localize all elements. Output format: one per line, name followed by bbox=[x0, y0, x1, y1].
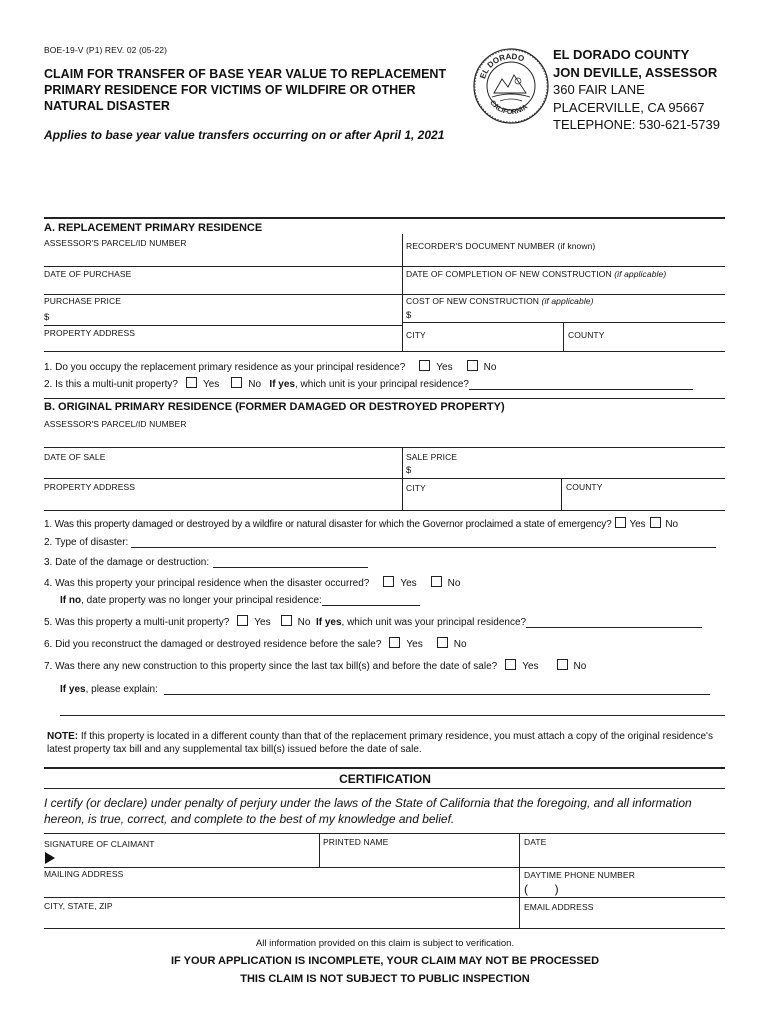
a-county-field[interactable] bbox=[568, 340, 724, 350]
a-question-2-text: 2. Is this a multi-unit property? bbox=[44, 379, 178, 390]
if-no-label: If no bbox=[60, 595, 82, 606]
divider bbox=[563, 322, 564, 351]
mailing-label: MAILING ADDRESS bbox=[44, 869, 124, 879]
a-parcel-field[interactable] bbox=[44, 250, 399, 264]
explain-field-line-2[interactable] bbox=[60, 715, 725, 716]
divider bbox=[561, 478, 562, 510]
b-question-4-text: 4. Was this property your principal residence when the disaster occurred? bbox=[44, 578, 370, 589]
yes-label: Yes bbox=[522, 661, 539, 672]
email-label: EMAIL ADDRESS bbox=[524, 902, 594, 912]
if-yes-label: If yes bbox=[315, 617, 342, 628]
a-purchase-price-field[interactable] bbox=[54, 309, 399, 323]
checkbox[interactable] bbox=[281, 615, 292, 626]
county-city: PLACERVILLE, CA 95667 bbox=[553, 99, 705, 115]
checkbox[interactable] bbox=[237, 615, 248, 626]
b-question-7-text: 7. Was there any new construction to this property since the last tax bill(s) and before the date of sale? bbox=[44, 661, 498, 672]
b-address-field[interactable] bbox=[44, 493, 399, 509]
completion-date-note: (if applicable) bbox=[614, 269, 667, 279]
dollar-sign: $ bbox=[406, 465, 412, 476]
a-city-field[interactable] bbox=[406, 340, 561, 350]
yes-label: Yes bbox=[436, 362, 453, 373]
no-label: No bbox=[665, 519, 678, 530]
completion-date-text: DATE OF COMPLETION OF NEW CONSTRUCTION bbox=[406, 269, 612, 279]
yes-label: Yes bbox=[202, 379, 220, 390]
parcel-label: ASSESSOR'S PARCEL/ID NUMBER bbox=[44, 238, 187, 248]
divider bbox=[44, 478, 725, 479]
divider bbox=[44, 788, 725, 789]
a-recorder-field[interactable] bbox=[406, 252, 724, 264]
no-label: No bbox=[447, 578, 461, 589]
email-field[interactable] bbox=[524, 913, 724, 927]
checkbox[interactable] bbox=[557, 659, 568, 670]
completion-date-label bbox=[406, 269, 666, 279]
not-public-note: THIS CLAIM IS NOT SUBJECT TO PUBLIC INSPECTION bbox=[240, 973, 530, 985]
divider bbox=[44, 867, 725, 868]
checkbox[interactable] bbox=[383, 576, 394, 587]
b-question-6-text: 6. Did you reconstruct the damaged or destroyed residence before the sale? bbox=[44, 639, 382, 650]
divider bbox=[519, 833, 520, 928]
checkbox[interactable] bbox=[467, 360, 478, 371]
phone-label: DAYTIME PHONE NUMBER bbox=[524, 870, 635, 880]
note-label: NOTE: bbox=[47, 731, 79, 742]
b-question-2 bbox=[44, 537, 716, 548]
b-unit-field[interactable] bbox=[526, 617, 702, 628]
if-yes-label: If yes bbox=[269, 379, 295, 390]
divider bbox=[44, 398, 725, 399]
a-question-2-follow: , which unit is your principal residence? bbox=[295, 379, 469, 390]
yes-label: Yes bbox=[629, 519, 646, 530]
a-question-1-text: 1. Do you occupy the replacement primary residence as your principal residence? bbox=[44, 362, 406, 373]
b-question-4-follow-text: , date property was no longer your principal residence: bbox=[81, 595, 322, 606]
purchase-price-label: PURCHASE PRICE bbox=[44, 296, 121, 306]
divider bbox=[402, 234, 403, 351]
a-address-field[interactable] bbox=[44, 338, 399, 350]
divider bbox=[44, 833, 725, 834]
disaster-type-field[interactable] bbox=[131, 537, 716, 548]
explain-field[interactable] bbox=[164, 684, 710, 695]
form-title-line: PRIMARY RESIDENCE FOR VICTIMS OF WILDFIRE OR OTHER bbox=[44, 83, 416, 97]
b-sale-price-field[interactable] bbox=[416, 463, 724, 477]
county-seal bbox=[472, 47, 550, 125]
section-a-heading: A. REPLACEMENT PRIMARY RESIDENCE bbox=[44, 222, 263, 234]
form-id: BOE-19-V (P1) REV. 02 (05-22) bbox=[44, 45, 168, 55]
b-question-3-text: 3. Date of the damage or destruction: bbox=[44, 557, 210, 568]
yes-label: Yes bbox=[400, 578, 417, 589]
svg-text:CALIFORNIA bbox=[488, 99, 529, 116]
county-name: EL DORADO COUNTY bbox=[553, 47, 690, 62]
b-question-4-follow bbox=[60, 595, 420, 606]
phone-area-code: ( ) bbox=[524, 882, 559, 896]
b-question-1-text: 1. Was this property damaged or destroyed by a wildfire or natural disaster for which the Governor proclaimed a state of emergency? bbox=[44, 519, 612, 530]
b-question-6 bbox=[44, 637, 467, 650]
county-street: 360 FAIR LANE bbox=[553, 82, 645, 97]
b-question-2-text: 2. Type of disaster: bbox=[44, 537, 129, 548]
a-question-2 bbox=[44, 377, 725, 390]
divider bbox=[44, 928, 725, 929]
county-label: COUNTY bbox=[566, 482, 603, 492]
checkbox[interactable] bbox=[419, 360, 430, 371]
b-question-7 bbox=[44, 659, 586, 672]
yes-label: Yes bbox=[254, 617, 271, 628]
note-text: If this property is located in a different county than that of the replacement primary residence, you must attach a copy of the original residence's latest property tax bill and any supplemental tax bill(s) issued before the date of sale. bbox=[47, 731, 713, 755]
purchase-date-label: DATE OF PURCHASE bbox=[44, 269, 132, 279]
divider bbox=[44, 325, 402, 326]
b-parcel-field[interactable] bbox=[44, 430, 724, 446]
checkbox[interactable] bbox=[615, 517, 626, 528]
divider bbox=[44, 447, 725, 448]
certification-statement: I certify (or declare) under penalty of perjury under the laws of the State of California that the foregoing, and all information hereon, is true, correct, and complete to the best of my knowledge and belief. bbox=[44, 796, 692, 826]
cost-new-note: (if applicable) bbox=[541, 296, 594, 306]
checkbox[interactable] bbox=[186, 377, 197, 388]
yes-label: Yes bbox=[406, 639, 423, 650]
if-yes-label: If yes bbox=[60, 684, 86, 695]
a-question-1 bbox=[44, 360, 496, 373]
no-label: No bbox=[573, 661, 587, 672]
divider bbox=[319, 833, 320, 867]
cost-new-label bbox=[406, 296, 594, 306]
b-question-4 bbox=[44, 576, 460, 589]
printed-name-field[interactable] bbox=[323, 849, 516, 865]
a-purchase-date-field[interactable] bbox=[44, 280, 399, 293]
a-completion-date-field[interactable] bbox=[406, 280, 724, 293]
cost-new-text: COST OF NEW CONSTRUCTION bbox=[406, 296, 540, 306]
divider bbox=[44, 510, 725, 511]
county-label: COUNTY bbox=[568, 330, 605, 340]
county-address-block bbox=[553, 46, 720, 134]
divider bbox=[44, 351, 725, 352]
no-label: No bbox=[483, 362, 497, 373]
no-longer-residence-date-field[interactable] bbox=[322, 595, 420, 606]
form-title-line: CLAIM FOR TRANSFER OF BASE YEAR VALUE TO REPLACEMENT bbox=[44, 67, 447, 81]
b-city-field[interactable] bbox=[406, 494, 558, 509]
checkbox[interactable] bbox=[650, 517, 661, 528]
certification-heading: CERTIFICATION bbox=[339, 772, 431, 786]
address-label: PROPERTY ADDRESS bbox=[44, 328, 136, 338]
city-state-zip-field[interactable] bbox=[44, 912, 516, 927]
form-title bbox=[44, 66, 446, 114]
recorder-label: RECORDER'S DOCUMENT NUMBER (if known) bbox=[406, 241, 596, 251]
dollar-sign: $ bbox=[44, 312, 50, 323]
no-label: No bbox=[453, 639, 467, 650]
divider bbox=[44, 294, 725, 295]
address-label: PROPERTY ADDRESS bbox=[44, 482, 136, 492]
dollar-sign: $ bbox=[406, 310, 412, 321]
checkbox[interactable] bbox=[431, 576, 442, 587]
date-label: DATE bbox=[524, 837, 547, 847]
b-question-1 bbox=[44, 517, 678, 530]
assessor-name: JON DEVILLE, ASSESSOR bbox=[553, 64, 718, 80]
city-label: CITY bbox=[406, 483, 426, 493]
seal-text-top: EL DORADO bbox=[478, 51, 526, 80]
form-title-line: NATURAL DISASTER bbox=[44, 99, 170, 113]
city-label: CITY bbox=[406, 330, 426, 340]
seal-text-bottom: CALIFORNIA bbox=[488, 99, 529, 117]
checkbox[interactable] bbox=[389, 637, 400, 648]
b-question-5-text: 5. Was this property a multi-unit property? bbox=[44, 617, 230, 628]
b-question-5-follow: , which unit was your principal residence? bbox=[341, 617, 527, 628]
sale-date-label: DATE OF SALE bbox=[44, 452, 106, 462]
section-b-heading: B. ORIGINAL PRIMARY RESIDENCE (FORMER DAMAGED OR DESTROYED PROPERTY) bbox=[44, 401, 505, 413]
checkbox[interactable] bbox=[505, 659, 516, 670]
a-unit-field[interactable] bbox=[469, 379, 693, 390]
b-question-3 bbox=[44, 557, 368, 568]
applies-note: Applies to base year value transfers occurring on or after April 1, 2021 bbox=[44, 128, 445, 142]
parcel-label: ASSESSOR'S PARCEL/ID NUMBER bbox=[44, 419, 187, 429]
divider bbox=[44, 217, 725, 219]
phone-field[interactable] bbox=[578, 881, 724, 896]
date-field[interactable] bbox=[524, 849, 724, 865]
svg-text:EL DORADO bbox=[478, 52, 525, 80]
sale-price-label: SALE PRICE bbox=[406, 452, 458, 462]
signature-field[interactable] bbox=[60, 849, 315, 865]
county-phone: TELEPHONE: 530-621-5739 bbox=[553, 117, 720, 132]
b-question-7-follow-text: , please explain: bbox=[85, 684, 158, 695]
note bbox=[47, 730, 729, 756]
incomplete-warning: IF YOUR APPLICATION IS INCOMPLETE, YOUR CLAIM MAY NOT BE PROCESSED bbox=[170, 955, 600, 967]
verification-note: All information provided on this claim is subject to verification. bbox=[255, 938, 515, 949]
checkbox[interactable] bbox=[437, 637, 448, 648]
county-seal-icon bbox=[472, 47, 550, 125]
checkbox[interactable] bbox=[231, 377, 242, 388]
city-state-zip-label: CITY, STATE, ZIP bbox=[44, 901, 113, 911]
a-cost-new-field[interactable] bbox=[416, 307, 724, 321]
mailing-address-field[interactable] bbox=[44, 880, 516, 896]
b-question-5 bbox=[44, 615, 702, 628]
b-sale-date-field[interactable] bbox=[44, 463, 399, 477]
no-label: No bbox=[297, 617, 311, 628]
divider bbox=[44, 897, 725, 898]
divider bbox=[44, 266, 725, 267]
signature-label: SIGNATURE OF CLAIMANT bbox=[44, 839, 155, 849]
b-county-field[interactable] bbox=[566, 494, 724, 509]
no-label: No bbox=[248, 379, 262, 390]
divider bbox=[44, 767, 725, 769]
printed-name-label: PRINTED NAME bbox=[323, 837, 389, 847]
damage-date-field[interactable] bbox=[213, 557, 368, 568]
b-question-7-follow bbox=[60, 684, 710, 695]
